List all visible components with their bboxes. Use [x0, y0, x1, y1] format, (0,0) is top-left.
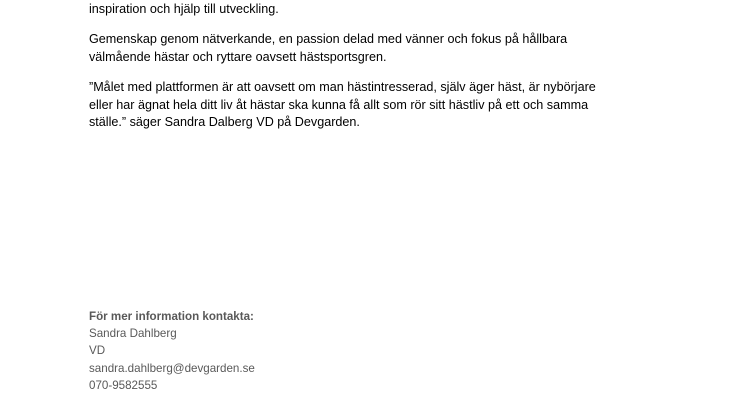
paragraph-intro-end: [89, 1, 689, 19]
paragraph-line: Gemenskap genom nätverkande, en passion delad med vänner och fokus på hållbara: [89, 32, 568, 46]
contact-heading: För mer information kontakta:: [89, 310, 254, 323]
paragraph-line: inspiration och hjälp till utveckling.: [89, 2, 279, 16]
contact-name: Sandra Dahlberg: [89, 327, 177, 341]
contact-phone: 070-9582555: [89, 378, 158, 392]
paragraph-quote: [89, 79, 689, 132]
paragraph-line: eller har ägnat hela ditt liv åt hästar ska kunna få allt som rör sitt hästliv på ett och samma: [89, 97, 589, 112]
paragraph-line: ”Målet med plattformen är att oavsett om man hästintresserad, själv äger häst, är nybörjare: [89, 80, 596, 94]
contact-email: sandra.dahlberg@devgarden.se: [89, 361, 255, 375]
contact-title: VD: [89, 344, 106, 358]
paragraph-line: ställe.” säger Sandra Dalberg VD på Devgarden.: [89, 115, 360, 129]
contact-block: [89, 308, 255, 394]
paragraph-community: [89, 31, 689, 66]
paragraph-line: välmående hästar och ryttare oavsett hästsportsgren.: [89, 49, 387, 64]
